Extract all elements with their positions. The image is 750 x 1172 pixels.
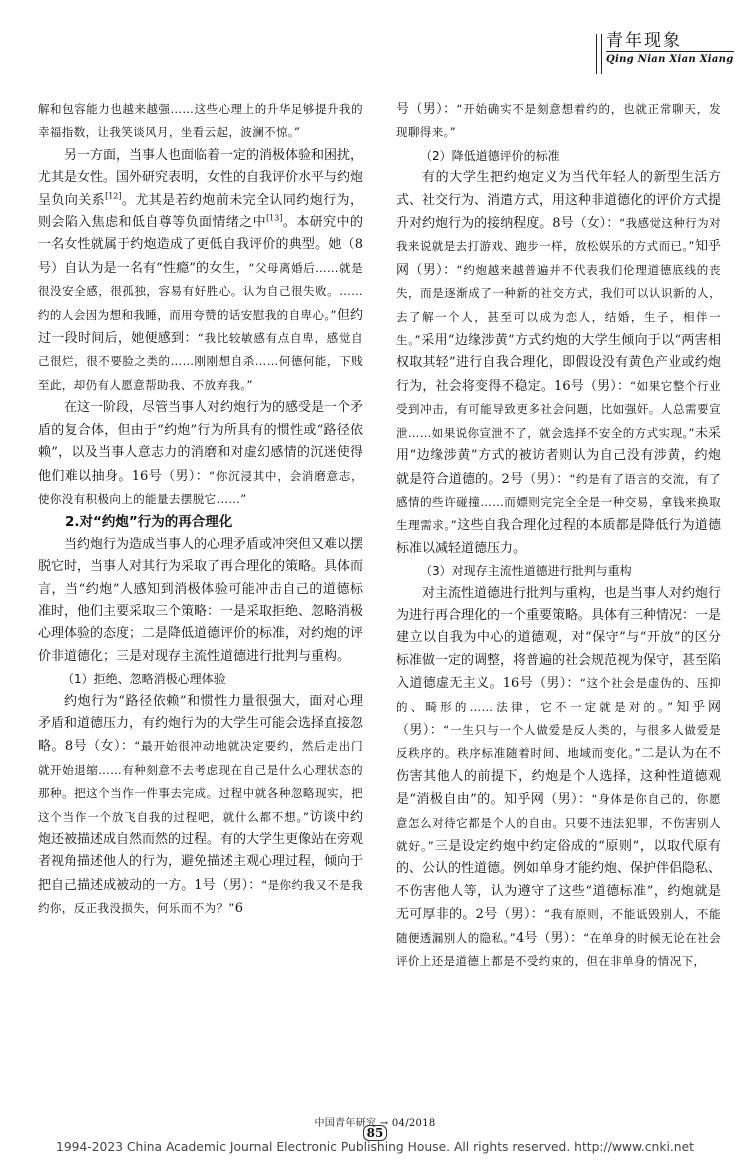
paragraph xyxy=(396,583,721,974)
text: 另一方面，当事人也面临着一定的消极体验和困扰，尤其是女性。国外研究表明，女性的自我评价水平与约炮呈负向关系 xyxy=(38,147,364,208)
page-number-wrap xyxy=(0,1126,750,1140)
text: 知乎网（男）： xyxy=(396,239,721,278)
quote: 解和包容能力也越来越强……这些心理上的升华足够提升我的幸福指数，让我笑谈风月，坐看云起，波澜不惊。” xyxy=(38,102,363,140)
copyright-line: 1994-2023 China Academic Journal Electronic Publishing House. All rights reserved. http://www.cnki.net xyxy=(56,1140,694,1154)
section-title: 青年现象 xyxy=(606,31,682,51)
quote: “是你约我又不是我约你，反正我没损失，何乐而不为？” xyxy=(38,877,363,916)
quote: “我有原则，不能诋毁别人，不能随便透漏别人的隐私。” xyxy=(396,907,721,945)
paragraph xyxy=(38,691,363,921)
quote: “这个社会是虚伪的、压抑的、畸形的……法律，它不一定就是对的。” xyxy=(396,676,722,714)
quote: “父母离婚后……就是很没安全感，很孤独，容易有好胜心。认为自己很失败。……约的人会因为想和我睡，而用夸赞的话安慰我的自卑心。” xyxy=(38,260,363,322)
text: 。尤其是若约炮前未完全认同约炮行为，则会陷入焦虑和低自尊等负面情绪之中 xyxy=(38,192,363,231)
quote: “约炮越来越普遍并不代表我们伦理道德底线的丧失，而是逐渐成了一种新的社交方式，我们可以认识新的人，去了解一个人，甚至可以成为恋人，结婚，生子，相伴一生。” xyxy=(396,262,721,348)
quote: “如果它整个行业受到冲击，有可能导致更多社会问题，比如强奸。人总需要宣泄……如果说你宣泄不了，就会选择不安全的方式实现。” xyxy=(396,378,721,440)
text: 对主流性道德进行批判与重构，也是当事人对约炮行为进行再合理化的一个重要策略。具体有三种情况：一是建立以自我为中心的道德观，对“保守”与“开放”的区分标准做一定的调整，将普遍的社会规范视为保守，甚至陷入道德虚无主义。16号（男）： xyxy=(396,585,722,692)
text: 有的大学生把约炮定义为当代年轻人的新型生活方式、社交行为、消遣方式，用这种非道德化的评价方式提升对约炮行为的接纳程度。8号（女）： xyxy=(396,170,722,232)
page-number: 85 xyxy=(363,1125,388,1141)
text: 号（男）： xyxy=(396,102,457,117)
header-rule xyxy=(606,51,734,52)
text: 知乎网（男）： xyxy=(396,699,721,738)
text: 采用“边缘涉黄”方式约炮的大学生倾向于以“两害相权取其轻”进行自我合理化，即假设没有黄色产业或约炮行为，社会将变得不稳定。16号（男）： xyxy=(396,333,721,394)
quote: “在单身的时候无论在社会评价上还是道德上都是不受约束的，但在非单身的情况下， xyxy=(396,930,721,969)
quote: “你沉浸其中，会消磨意志，使你没有积极向上的能量去摆脱它……” xyxy=(38,468,363,506)
text: 三是设定约炮中约定俗成的“原则”，以取代原有的、公认的性道德。例如单身才能约炮、保护伴侣隐私、不伤害他人等，认为遵守了这些“道德标准”，约炮就是无可厚非的。2号（男）： xyxy=(396,839,722,923)
quote: “开始确实不是刻意想着约的，也就正常聊天，发现聊得来。” xyxy=(396,102,721,140)
text: 这些自我合理化过程的本质都是降低行为道德标准以减轻道德压力。 xyxy=(396,518,721,556)
right-column xyxy=(396,98,721,973)
paragraph xyxy=(38,98,363,145)
text: 6 xyxy=(234,901,244,917)
quote: “我感觉这种行为对我来说就是去打游戏、跑步一样，放松娱乐的方式而已。” xyxy=(396,216,721,254)
text: 访谈中约炮还被描述成自然而然的过程。有的大学生更像站在旁观者视角描述他人的行为，避免描述主观心理过程，倾向于把自己描述成被动的一方。1号（男）： xyxy=(38,809,364,893)
journal-footer: 中国青年研究 → 04/2018 xyxy=(314,1118,436,1129)
paragraph xyxy=(38,397,363,511)
subsection-heading: （1）拒绝、忽略消极心理体验 xyxy=(62,672,226,687)
quote: “最开始很冲动地就决定要约，然后走出门就开始退缩……有种刻意不去考虑现在自己是什么心理状态的那种。把这个当作一件事去完成。过程中就各种忽略现实，把这个当作一个放飞自我的过程吧，就什么都不想。” xyxy=(38,739,363,824)
left-column xyxy=(38,98,363,921)
text: 约炮行为“路径依赖”和惯性力量很强大，面对心理矛盾和道德压力，有约炮行为的大学生可能会选择直接忽略。8号（女）： xyxy=(38,693,364,755)
text: 但约过一段时间后，她便感到： xyxy=(38,307,363,347)
header-bar xyxy=(596,34,602,74)
quote: “约是有了语言的交流，有了感情的些许碰撞……而嫖则完完全全是一种交易，拿钱来换取生理需求。” xyxy=(396,471,721,533)
paragraph xyxy=(396,167,721,560)
text: 4号（男）： xyxy=(516,930,584,946)
text: 未采用“边缘涉黄”方式的被访者则认为自己没有涉黄，约炮就是符合道德的。2号（男）： xyxy=(396,425,721,487)
quote: “我比较敏感有点自卑，感觉自己很烂，很不要脸之类的……刚刚想自杀……何德何能，下贱至此，却仍有人愿意帮助我、不放弃我。” xyxy=(38,331,363,392)
paragraph: 当约炮行为造成当事人的心理矛盾或冲突但又难以摆脱它时，当事人对其行为采取了再合理化的策略。具体而言，当“约炮”人感知到消极体验可能冲击自己的道德标准时，他们主要采取三个策略：一是采取拒绝、忽略消极心理体验的态度；二是降低道德评价的标准，对约炮的评价非道德化；三是对现存主流性道德进行批判与重构。 xyxy=(38,536,364,664)
section-heading: 2.对“约炮”行为的再合理化 xyxy=(65,514,233,531)
paragraph xyxy=(396,98,721,145)
section-pinyin: Qing Nian Xian Xiang xyxy=(606,54,734,65)
text: 二是认为在不伤害其他人的前提下，约炮是个人选择，这种性道德观是“消极自由”的。知乎网（男）： xyxy=(396,746,721,808)
paragraph xyxy=(38,145,363,397)
quote: “一生只与一个人做爱是反人类的，与很多人做爱是反秩序的。秩序标准随着时间、地域而变化。” xyxy=(396,722,721,761)
citation: [12] xyxy=(105,191,122,201)
subsection-heading: （2）降低道德评价的标准 xyxy=(420,148,560,163)
citation: [13] xyxy=(266,213,283,223)
quote: “身体是你自己的，你愿意怎么对待它都是个人的自由。只要不违法犯罪，不伤害别人就好。” xyxy=(396,792,721,853)
subsection-heading: （3）对现存主流性道德进行批判与重构 xyxy=(420,564,632,579)
text: 在这一阶段，尽管当事人对约炮行为的感受是一个矛盾的复合体，但由于“约炮”行为所具有的惯性或“路径依赖”，以及当事人意志力的消磨和对虚幻感情的沉迷使得他们难以抽身。16号（男）： xyxy=(38,400,364,484)
text: 。本研究中的一名女性就属于约炮造成了更低自我评价的典型。她（8号）自认为是一名有“性瘾”的女生， xyxy=(38,215,363,276)
